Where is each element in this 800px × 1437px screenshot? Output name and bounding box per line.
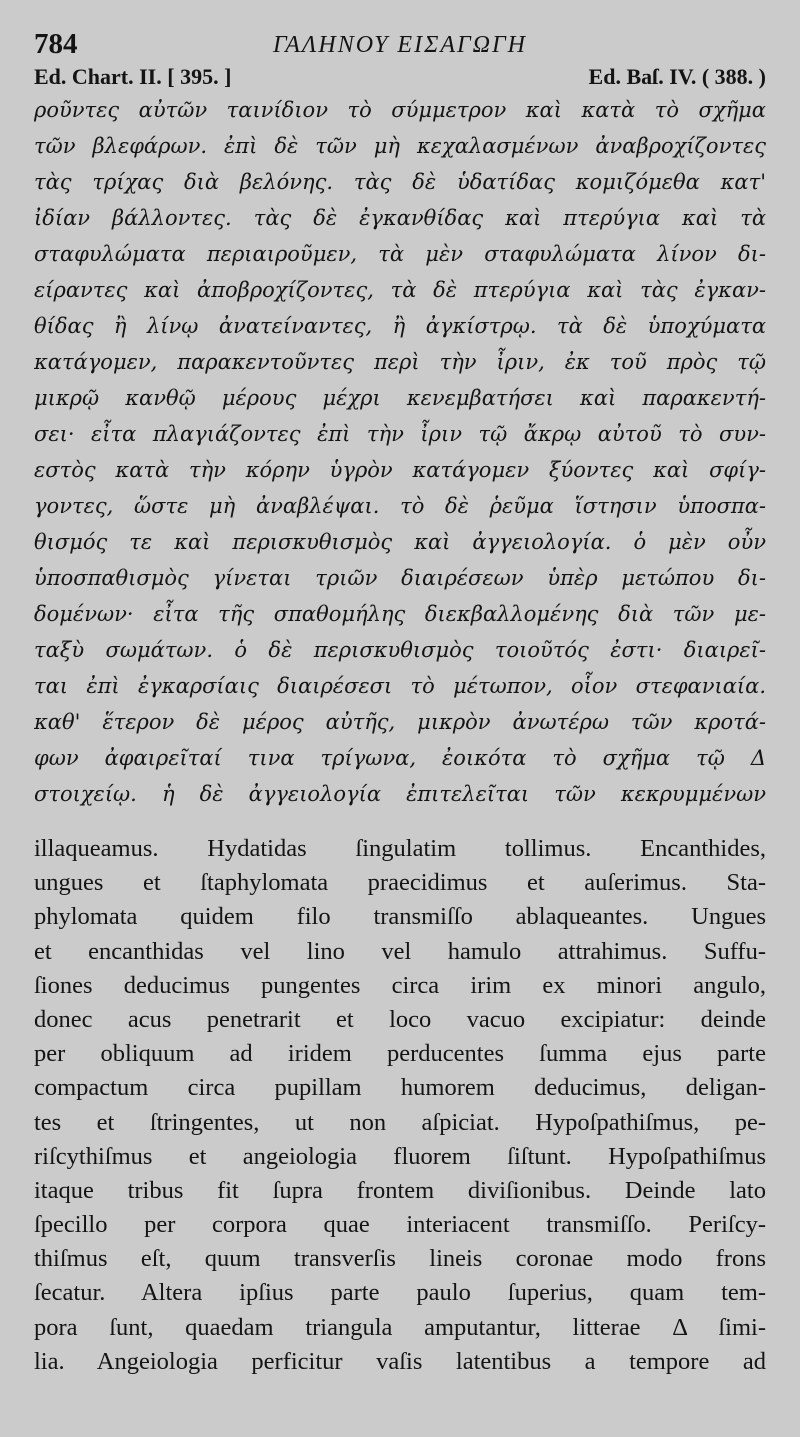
page-header	[34, 28, 766, 64]
latin-text-line: itaque tribus fit ſupra frontem diviſionibus. Deinde lato	[34, 1176, 766, 1204]
greek-text-line: είραντες καὶ ἀποβροχίζοντες, τὰ δὲ πτερύγια καὶ τὰς ἐγκαν-	[34, 278, 766, 302]
latin-text-line: per obliquum ad iridem perducentes ſumma ejus parte	[34, 1040, 766, 1068]
greek-text-line: κατάγομεν, παρακεντοῦντες περὶ τὴν ἶριν, ἐκ τοῦ πρὸς τῷ	[34, 350, 766, 374]
greek-text-line: θίδας ἢ λίνῳ ἀνατείναντες, ἢ ἀγκίστρῳ. τὰ δὲ ὑποχύματα	[34, 314, 766, 338]
greek-text-line: σει· εἶτα πλαγιάζοντες ἐπὶ τὴν ἶριν τῷ ἄκρῳ αὐτοῦ τὸ συν-	[34, 422, 766, 446]
greek-text-line: γοντες, ὥστε μὴ ἀναβλέψαι. τὸ δὲ ῥεῦμα ἵστησιν ὑποσπα-	[34, 494, 766, 518]
greek-text-line: μικρῷ κανθῷ μέρους μέχρι κενεμβατήσει καὶ παρακεντή-	[34, 386, 766, 410]
greek-text-line: ται ἐπὶ ἐγκαρσίαις διαιρέσεσι τὸ μέτωπον, οἷον στεφανιαία.	[34, 674, 766, 698]
greek-text-line: ταξὺ σωμάτων. ὁ δὲ περισκυθισμὸς τοιοῦτός ἐστι· διαιρεῖ-	[34, 638, 766, 662]
greek-text-line: τῶν βλεφάρων. ἐπὶ δὲ τῶν μὴ κεχαλασμένων ἀναβροχίζοντες	[34, 134, 766, 158]
edition-references	[34, 64, 766, 92]
latin-text-line: thiſmus eſt, quum transverſis lineis coronae modo frons	[34, 1245, 766, 1273]
greek-text-line: τὰς τρίχας διὰ βελόνης. τὰς δὲ ὑδατίδας κομιζόμεθα κατ'	[34, 170, 766, 194]
edition-basel: Ed. Baſ. IV. ( 388. )	[588, 64, 766, 89]
latin-text-line: donec acus penetrarit et loco vacuo excipiatur: deinde	[34, 1005, 766, 1033]
greek-text-line: φων ἀφαιρεῖταί τινα τρίγωνα, ἐοικότα τὸ σχῆμα τῷ Δ	[34, 746, 766, 770]
latin-text-line: ſecatur. Altera ipſius parte paulo ſuperius, quam tem-	[34, 1279, 766, 1307]
greek-text-line: θισμός τε καὶ περισκυθισμὸς καὶ ἀγγειολογία. ὁ μὲν οὖν	[34, 530, 766, 554]
latin-text-line: compactum circa pupillam humorem deducimus, deligan-	[34, 1074, 766, 1102]
latin-text-line: ſpecillo per corpora quae interiacent transmiſſo. Periſcy-	[34, 1211, 766, 1239]
latin-text-line: riſcythiſmus et angeiologia fluorem ſiſtunt. Hypoſpathiſmus	[34, 1142, 766, 1170]
greek-text-line: σταφυλώματα περιαιροῦμεν, τὰ μὲν σταφυλώματα λίνον δι-	[34, 242, 766, 266]
latin-text-block	[34, 832, 766, 1379]
edition-chartier: Ed. Chart. II. [ 395. ]	[34, 64, 232, 89]
greek-text-line: δομένων· εἶτα τῆς σπαθομήλης διεκβαλλομένης διὰ τῶν με-	[34, 602, 766, 626]
running-title: ΓΑΛΗΝΟΥ ΕΙΣΑΓΩΓΗ	[273, 32, 527, 58]
latin-text-line: pora ſunt, quaedam triangula amputantur, litterae Δ ſimi-	[34, 1313, 766, 1341]
greek-text-line: καθ' ἕτερον δὲ μέρος αὐτῆς, μικρὸν ἀνωτέρω τῶν κροτά-	[34, 710, 766, 734]
greek-text-line: ὑποσπαθισμὸς γίνεται τριῶν διαιρέσεων ὑπὲρ μετώπου δι-	[34, 566, 766, 590]
page-number: 784	[34, 28, 78, 60]
greek-text-line: στοιχείῳ. ἡ δὲ ἀγγειολογία ἐπιτελεῖται τῶν κεκρυμμένων	[34, 782, 766, 806]
greek-text-block	[34, 92, 766, 812]
latin-text-line: tes et ſtringentes, ut non aſpiciat. Hypoſpathiſmus, pe-	[34, 1108, 766, 1136]
greek-text-line: εστὸς κατὰ τὴν κόρην ὑγρὸν κατάγομεν ξύοντες καὶ σφίγ-	[34, 458, 766, 482]
latin-text-line: et encanthidas vel lino vel hamulo attrahimus. Suffu-	[34, 937, 766, 965]
latin-text-line: phylomata quidem filo transmiſſo ablaqueantes. Ungues	[34, 903, 766, 931]
latin-text-line: ſiones deducimus pungentes circa irim ex minori angulo,	[34, 971, 766, 999]
greek-text-line: ροῦντες αὐτῶν ταινίδιον τὸ σύμμετρον καὶ κατὰ τὸ σχῆμα	[34, 98, 766, 122]
latin-text-line: illaqueamus. Hydatidas ſingulatim tollimus. Encanthides,	[34, 835, 766, 862]
latin-text-line: lia. Angeiologia perficitur vaſis latentibus a tempore ad	[34, 1347, 766, 1375]
latin-text-line: ungues et ſtaphylomata praecidimus et auſerimus. Sta-	[34, 869, 766, 897]
greek-text-line: ἰδίαν βάλλοντες. τὰς δὲ ἐγκανθίδας καὶ πτερύγια καὶ τὰ	[34, 206, 766, 230]
